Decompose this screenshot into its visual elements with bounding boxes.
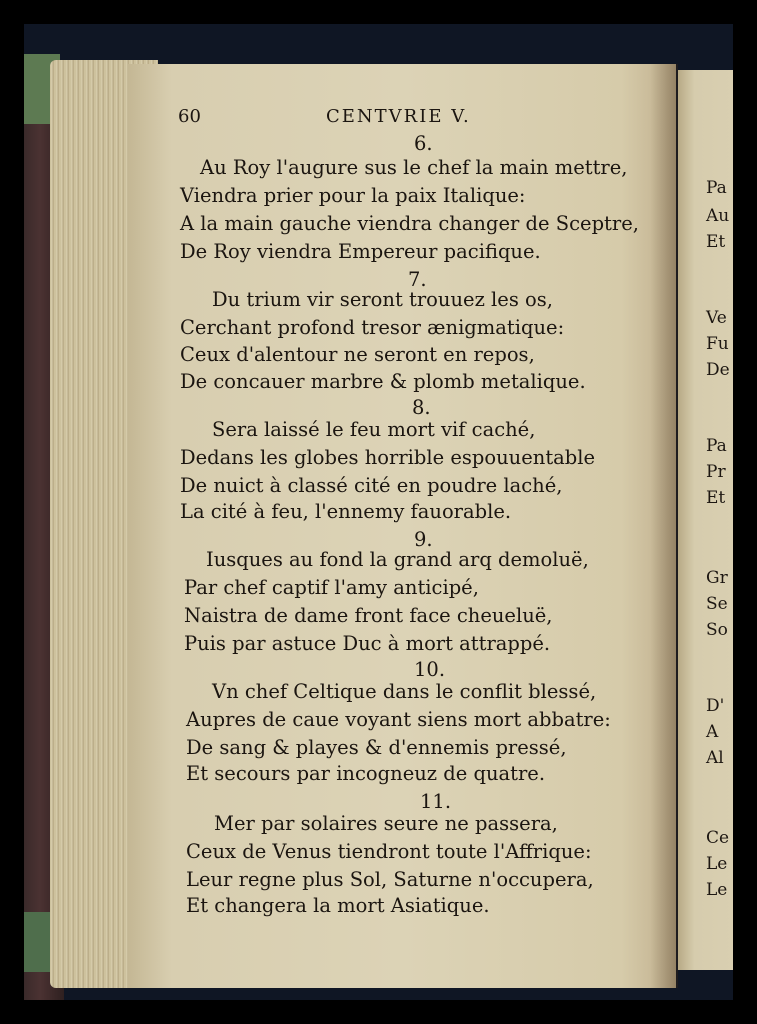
- quatrain-number: 7.: [408, 268, 427, 291]
- verse-line: De Roy viendra Empereur pacifique.: [180, 240, 541, 263]
- verse-line: Et secours par incogneuz de quatre.: [186, 762, 546, 785]
- quatrain-number: 6.: [414, 132, 433, 155]
- quatrain-number: 11.: [420, 790, 452, 813]
- verse-line: Par chef captif l'amy anticipé,: [184, 576, 479, 599]
- verse-line: Cerchant profond tresor ænigmatique:: [180, 316, 565, 339]
- facing-page-line-fragment: Al: [706, 748, 724, 768]
- facing-page-line-fragment: Au: [706, 206, 730, 226]
- facing-page-line-fragment: Le: [706, 854, 728, 874]
- facing-page-line-fragment: Et: [706, 232, 726, 252]
- verse-line: Mer par solaires seure ne passera,: [214, 812, 558, 835]
- facing-page-line-fragment: Pa: [706, 436, 727, 456]
- facing-page-line-fragment: Et: [706, 488, 726, 508]
- verse-line: De concauer marbre & plomb metalique.: [180, 370, 586, 393]
- running-header: CENTVRIE V.: [326, 106, 471, 127]
- verse-line: Puis par astuce Duc à mort attrappé.: [184, 632, 551, 655]
- facing-page-line-fragment: Ve: [706, 308, 727, 328]
- facing-page-line-fragment: De: [706, 360, 730, 380]
- facing-page-line-fragment: So: [706, 620, 728, 640]
- facing-page-line-fragment: Pa: [706, 178, 727, 198]
- verse-line: La cité à feu, l'ennemy fauorable.: [180, 500, 512, 523]
- facing-page-line-fragment: Fu: [706, 334, 729, 354]
- facing-page-line-fragment: Pr: [706, 462, 726, 482]
- verse-line: De nuict à classé cité en poudre laché,: [180, 474, 563, 497]
- facing-page-line-fragment: Le: [706, 880, 728, 900]
- facing-page-line-fragment: Se: [706, 594, 728, 614]
- facing-page-line-fragment: D': [706, 696, 725, 716]
- verse-line: Sera laissé le feu mort vif caché,: [212, 418, 536, 441]
- verse-line: Viendra prier pour la paix Italique:: [180, 184, 526, 207]
- facing-page-line-fragment: Ce: [706, 828, 730, 848]
- verse-line: Naistra de dame front face cheueluë,: [184, 604, 553, 627]
- verse-line: Iusques au fond la grand arq demoluë,: [206, 548, 589, 571]
- quatrain-number: 9.: [414, 528, 433, 551]
- page-number: 60: [178, 106, 201, 127]
- quatrain-number: 8.: [412, 396, 431, 419]
- verse-line: Leur regne plus Sol, Saturne n'occupera,: [186, 868, 594, 891]
- verse-line: Au Roy l'augure sus le chef la main mettre,: [200, 156, 628, 179]
- facing-page-line-fragment: A: [706, 722, 719, 742]
- verse-line: Du trium vir seront trouuez les os,: [212, 288, 553, 311]
- facing-page-line-fragment: Gr: [706, 568, 728, 588]
- verse-line: Ceux de Venus tiendront toute l'Affrique:: [186, 840, 592, 863]
- verse-line: Et changera la mort Asiatique.: [186, 894, 490, 917]
- verse-line: A la main gauche viendra changer de Sceptre,: [180, 212, 639, 235]
- verse-line: De sang & playes & d'ennemis pressé,: [186, 736, 567, 759]
- verse-line: Aupres de caue voyant siens mort abbatre:: [186, 708, 611, 731]
- quatrain-number: 10.: [414, 658, 446, 681]
- verse-line: Ceux d'alentour ne seront en repos,: [180, 343, 535, 366]
- verse-line: Vn chef Celtique dans le conflit blessé,: [212, 680, 597, 703]
- verse-line: Dedans les globes horrible espouuentable: [180, 446, 596, 469]
